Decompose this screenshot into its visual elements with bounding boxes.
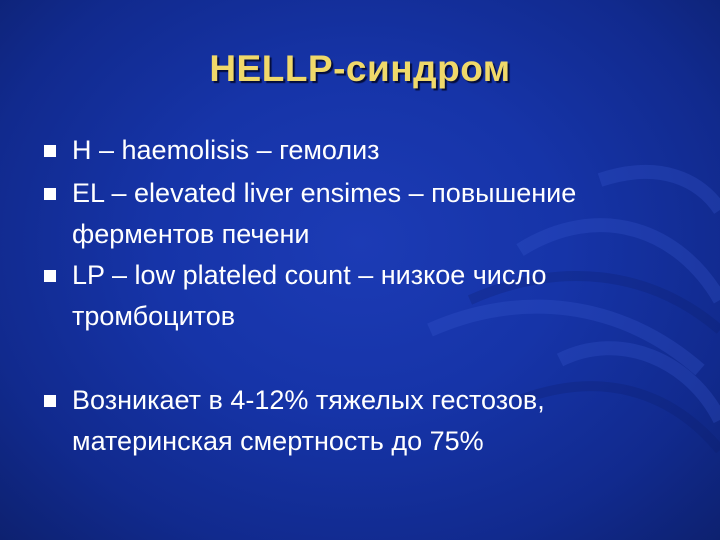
square-bullet-icon [44,145,56,157]
bullet-text-continuation: ферментов печени [72,219,310,249]
bullet-item-incidence-mortality [44,379,704,461]
bullet-text-continuation: материнская смертность до 75% [72,426,484,456]
bullet-text-continuation: тромбоцитов [72,301,236,331]
bullet-item-elevated-liver-enzymes [44,172,704,254]
bullet-text: Возникает в 4-12% тяжелых гестозов, [72,385,545,415]
bullet-text: EL – elevated liver ensimes – повышение [72,178,577,208]
square-bullet-icon [44,270,56,282]
bullet-item-haemolysis [44,129,704,172]
bullet-text: LP – low plateled count – низкое число [72,260,547,290]
square-bullet-icon [44,395,56,407]
bullet-text: H – haemolisis – гемолиз [72,135,380,165]
bullet-list [44,129,704,461]
bullet-item-low-platelet-count [44,254,704,336]
slide-title: HELLP-синдром [209,48,511,89]
square-bullet-icon [44,188,56,200]
